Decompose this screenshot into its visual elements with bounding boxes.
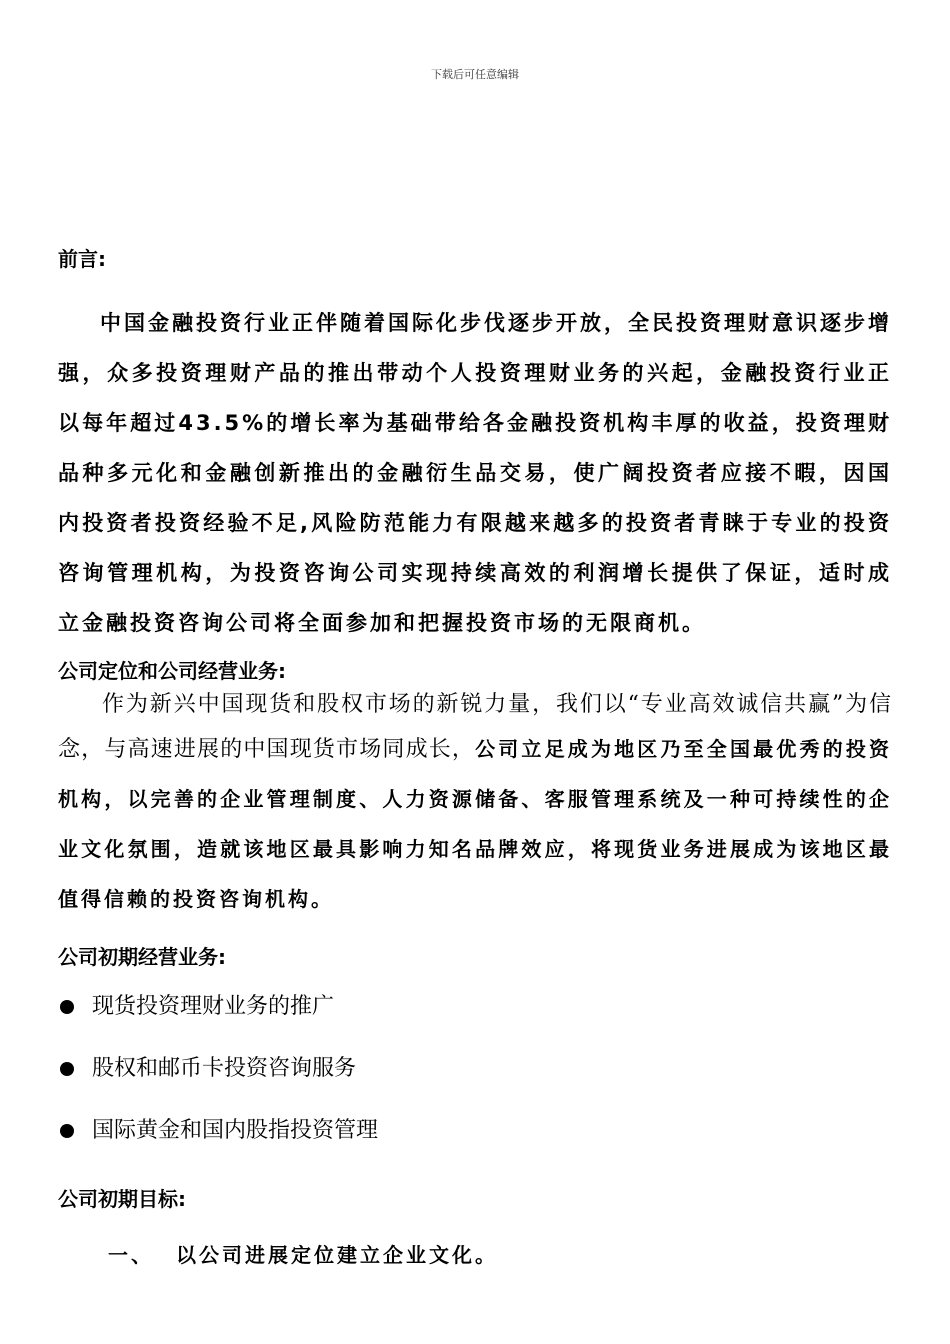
goal-item — [58, 1240, 892, 1270]
positioning-heading: 公司定位和公司经营业务: — [58, 659, 286, 683]
initial-business-heading: 公司初期经营业务: — [58, 945, 226, 969]
initial-goals-heading: 公司初期目标: — [58, 1187, 186, 1211]
preface-heading: 前言: — [58, 247, 106, 271]
initial-business-list — [58, 992, 892, 1178]
bullet-icon — [60, 1062, 74, 1076]
list-item — [58, 992, 892, 1054]
positioning-text-normal: 作为新兴中国现货和股权市场的新锐力量，我们以“专业高效诚信共赢”为信念，与高速进展的中国现货市场同成长， — [58, 692, 892, 762]
positioning-paragraph — [58, 686, 892, 924]
preface-paragraph: 中国金融投资行业正伴随着国际化步伐逐步开放，全民投资理财意识逐步增强，众多投资理财产品的推出带动个人投资理财业务的兴起，金融投资行业正以每年超过43.5%的增长率为基础带给各金融投资机构丰厚的收益，投资理财品种多元化和金融创新推出的金融衍生品交易，使广阔投资者应接不暇，因国内投资者投资经验不足,风险防范能力有限越来越多的投资者青睐于专业的投资咨询管理机构，为投资咨询公司实现持续高效的利润增长提供了保证，适时成立金融投资咨询公司将全面参加和把握投资市场的无限商机。 — [58, 311, 892, 635]
list-item — [58, 1116, 892, 1178]
page-header: 下载后可任意编辑 — [431, 68, 519, 81]
document-body — [58, 246, 892, 1270]
list-item — [58, 1054, 892, 1116]
goal-text: 以公司进展定位建立企业文化。 — [176, 1243, 498, 1267]
goal-number: 一、 — [108, 1243, 154, 1267]
list-item-text: 现货投资理财业务的推广 — [92, 994, 335, 1019]
list-item-text: 股权和邮币卡投资咨询服务 — [92, 1056, 357, 1081]
bullet-icon — [60, 1000, 74, 1014]
bullet-icon — [60, 1124, 74, 1138]
list-item-text: 国际黄金和国内股指投资管理 — [92, 1118, 379, 1143]
positioning-text-bold: 公司立足成为地区乃至全国最优秀的投资机构，以完善的企业管理制度、人力资源储备、客服管理系统及一种可持续性的企业文化氛围，造就该地区最具影响力知名品牌效应，将现货业务进展成为该地区最值得信赖的投资咨询机构。 — [58, 737, 893, 911]
